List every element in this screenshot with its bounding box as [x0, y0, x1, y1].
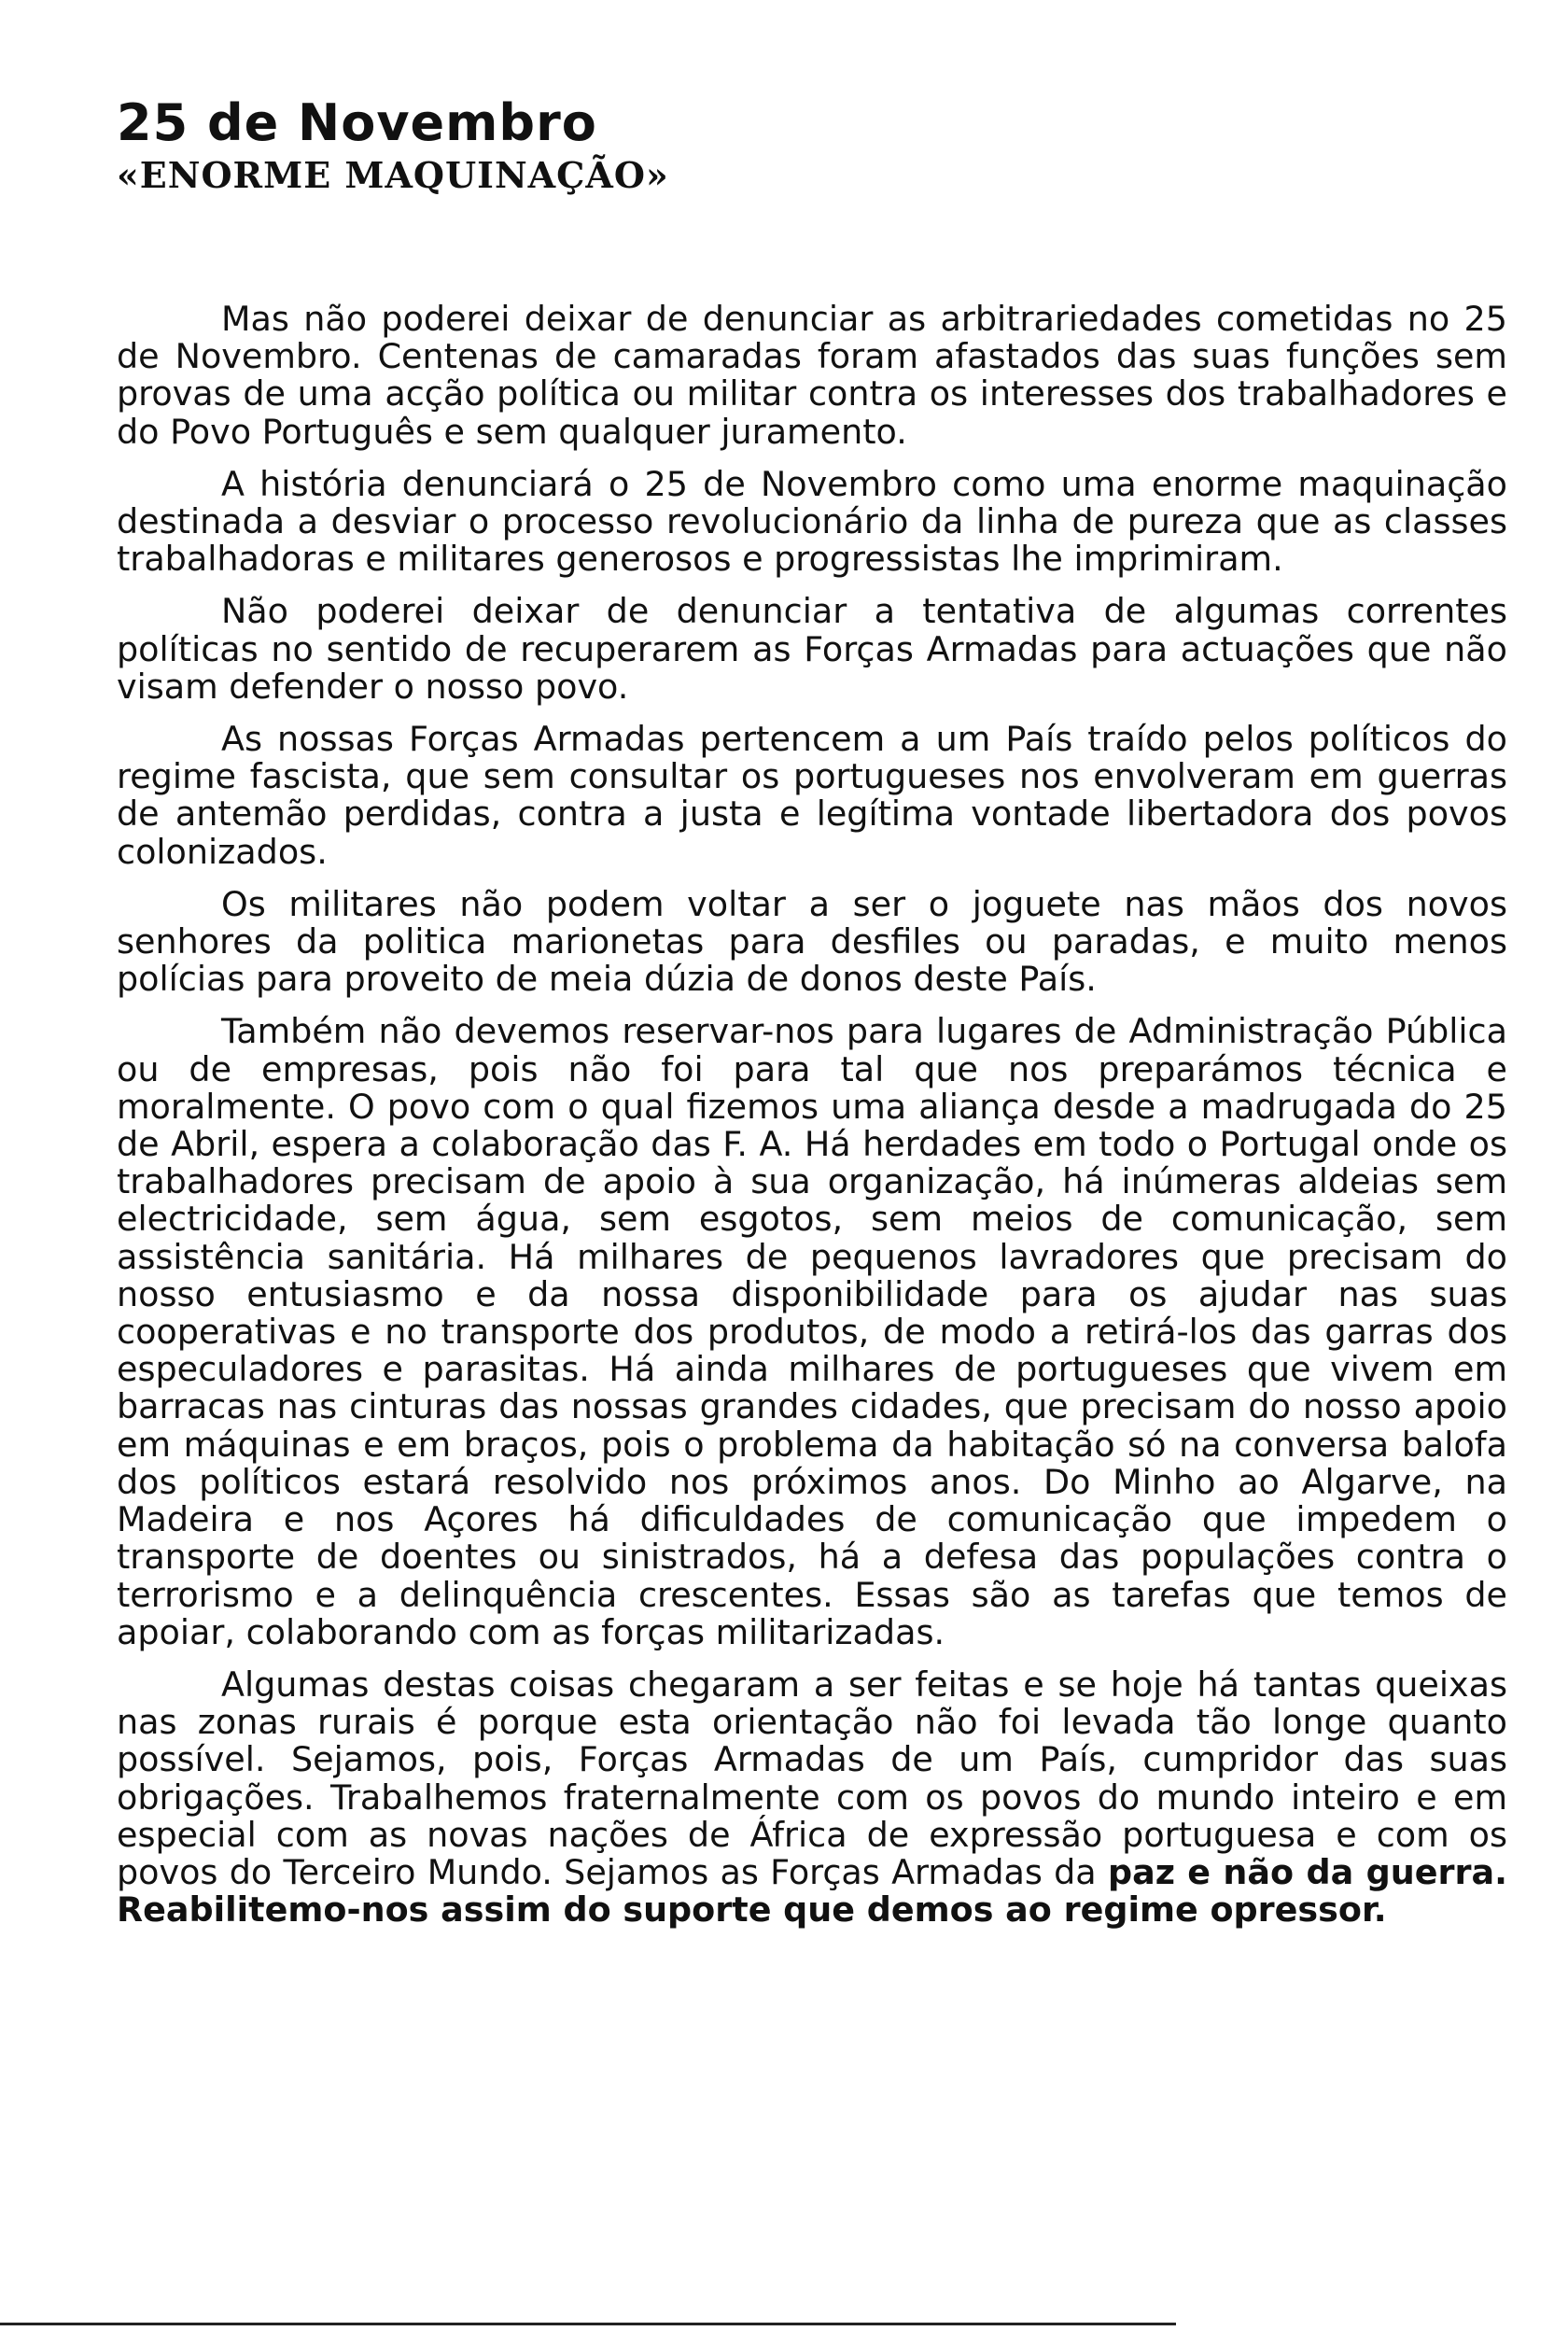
paragraph-7-bold: paz e não da guerra. Reabilitemo-nos assim do suporte que demos ao regime opressor. [117, 1851, 1507, 1931]
bottom-rule [0, 2323, 1176, 2325]
paragraph-3: Não poderei deixar de denunciar a tentativa de algumas correntes políticas no sentido de recuperarem as Forças Armadas para actuações que não visam defender o nosso povo. [117, 591, 1507, 707]
page-subtitle: «ENORME MAQUINAÇÃO» [117, 154, 669, 196]
paragraph-4: As nossas Forças Armadas pertencem a um País traído pelos políticos do regime fascista, que sem consultar os portugueses nos envolveram em guerras de antemão perdidas, contra a justa e legítima vontade libertadora dos povos colonizados. [117, 719, 1507, 872]
document-page [117, 93, 1507, 1944]
paragraph-5: Os militares não podem voltar a ser o joguete nas mãos dos novos senhores da politica marionetas para desfiles ou paradas, e muito menos polícias para proveito de meia dúzia de donos deste País. [117, 883, 1507, 1000]
paragraph-7-regular: Algumas destas coisas chegaram a ser feitas e se hoje há tantas queixas nas zonas rurais é porque esta orientação não foi levada tão longe quanto possível. Sejamos, pois, Forças Armadas de um País, cumpridor das suas obrigações. Trabalhemos fraternalmente com os povos do mundo inteiro e em especial com as novas nações de África de expressão portuguesa e com os povos do Terceiro Mundo. Sejamos as Forças Armadas da [117, 1664, 1507, 1892]
paragraph-1: Mas não poderei deixar de denunciar as arbitrariedades cometidas no 25 de Novembro. Centenas de camaradas foram afastados das suas funções sem provas de uma acção política ou militar contra os interesses dos trabalhadores e do Povo Português e sem qualquer juramento. [117, 299, 1507, 452]
paragraph-6: Também não devemos reservar-nos para lugares de Administração Pública ou de empresas, pois não foi para tal que nos preparámos técnica e moralmente. O povo com o qual fizemos uma aliança desde a madrugada do 25 de Abril, espera a colaboração das F. A. Há herdades em todo o Portugal onde os trabalhadores precisam de apoio à sua organização, há inúmeras aldeias sem electricidade, sem água, sem esgotos, sem meios de comunicação, sem assistência sanitária. Há milhares de pequenos lavradores que precisam do nosso entusiasmo e da nossa disponibilidade para os ajudar nas suas cooperativas e no transporte dos produtos, de modo a retirá-los das garras dos especuladores e parasitas. Há ainda milhares de portugueses que vivem em barracas nas cinturas das nossas grandes cidades, que precisam do nosso apoio em máquinas e em braços, pois o problema da habitação só na conversa balofa dos políticos estará resolvido nos próximos anos. Do Minho ao Algarve, na Madeira e nos Açores há dificuldades de comunicação que impedem o transporte de doentes ou sinistrados, há a defesa das populações contra o terrorismo e a delinquência crescentes. Essas são as tarefas que temos de apoiar, colaborando com as forças militarizadas. [117, 1011, 1507, 1652]
paragraph-2: A história denunciará o 25 de Novembro como uma enorme maquinação destinada a desviar o processo revolucionário da linha de pureza que as classes trabalhadoras e militares generosos e progressistas lhe imprimiram. [117, 463, 1507, 580]
paragraph-7 [117, 1666, 1507, 1929]
article-body [117, 301, 1507, 1929]
page-title: 25 de Novembro [117, 93, 597, 152]
